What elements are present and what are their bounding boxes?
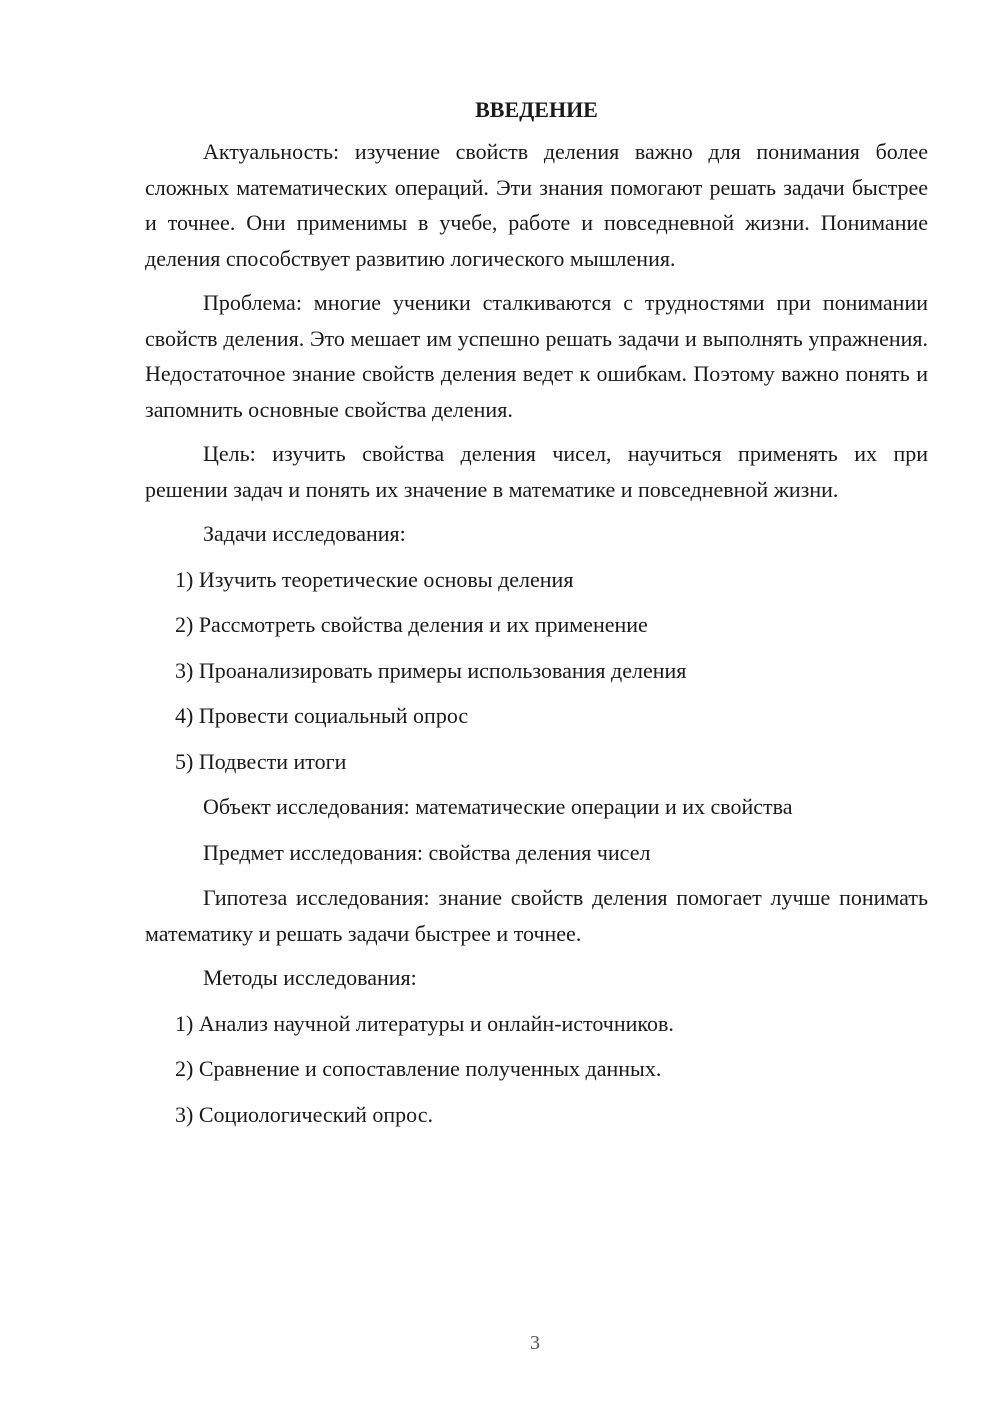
task-item: 5) Подвести итоги [175, 748, 347, 774]
goal-paragraph: Цель: изучить свойства деления чисел, научиться применять их при решении задач и понять их значение в математике и повседневной жизни. [145, 441, 928, 502]
relevance-paragraph: Актуальность: изучение свойств деления важно для понимания более сложных математических операций. Эти знания помогают решать задачи быстрее и точнее. Они применимы в учебе, работе и повседневной жизни. Понимание деления способствует развитию логического мышления. [145, 139, 928, 271]
method-item: 2) Сравнение и сопоставление полученных данных. [175, 1056, 662, 1081]
page-number: 3 [530, 1332, 540, 1354]
method-item: 1) Анализ научной литературы и онлайн-источников. [175, 1010, 674, 1036]
problem-paragraph: Проблема: многие ученики сталкиваются с трудностями при понимании свойств деления. Это мешает им успешно решать задачи и выполнять упражнения. Недостаточное знание свойств деления ведет к ошибкам. Поэтому важно понять и запомнить основные свойства деления. [145, 290, 928, 422]
section-title: ВВЕДЕНИЕ [475, 97, 598, 122]
task-item: 1) Изучить теоретические основы деления [175, 566, 574, 592]
research-object: Объект исследования: математические операции и их свойства [203, 794, 793, 819]
method-item: 3) Социологический опрос. [175, 1101, 433, 1127]
task-item: 2) Рассмотреть свойства деления и их применение [175, 612, 648, 637]
task-item: 3) Проанализировать примеры использования деления [175, 657, 687, 683]
methods-heading: Методы исследования: [203, 965, 417, 990]
tasks-heading: Задачи исследования: [203, 521, 406, 546]
hypothesis-paragraph: Гипотеза исследования: знание свойств деления помогает лучше понимать математику и решать задачи быстрее и точнее. [145, 885, 928, 946]
document-page [145, 92, 928, 1142]
research-subject: Предмет исследования: свойства деления чисел [203, 839, 651, 865]
task-item: 4) Провести социальный опрос [175, 703, 469, 728]
